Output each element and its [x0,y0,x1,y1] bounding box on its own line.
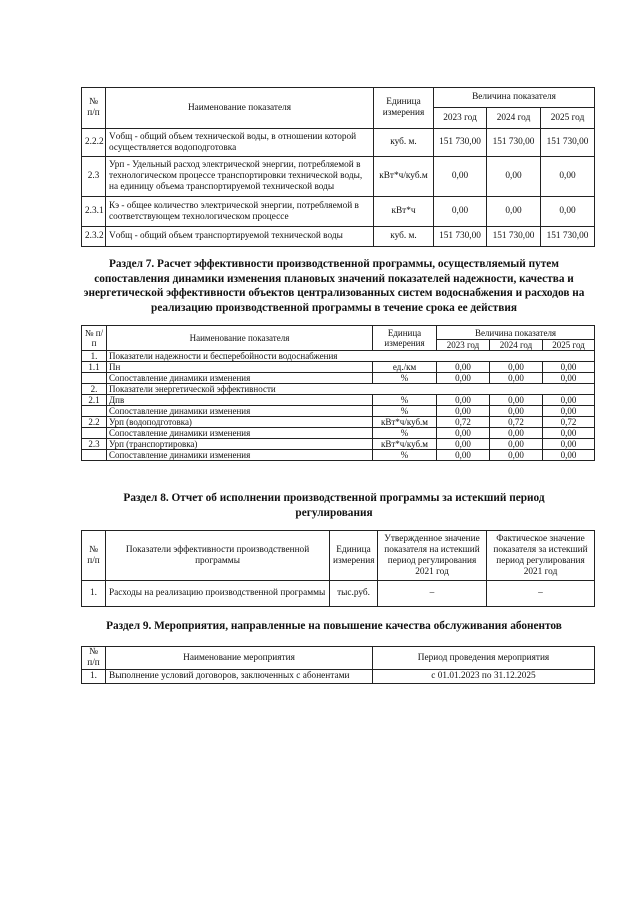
row-name: Выполнение условий договоров, заключенных с абонентами [106,670,373,684]
table-row [82,362,595,373]
row-value: 0,00 [543,395,595,406]
row-num: 1.1 [82,362,107,373]
row-value: 0,72 [490,417,543,428]
table-row [82,395,595,406]
section-7-heading: Раздел 7. Расчет эффективности производственной программы, осуществляемый путем сопоставления динамики изменения плановых значений показателей надежности, качества и энергетической эффективности объектов централизованных систем водоснабжения и расходов на реализацию производственной программы в течение срока ее действия [83,258,585,314]
row-num: 1. [82,581,106,607]
row-value: 0,72 [437,417,490,428]
header-unit: Единица измерения [374,88,434,129]
table-row [82,384,595,395]
report-table [81,530,595,607]
row-unit: куб. м. [374,227,434,247]
header-value: Величина показателя [437,326,595,340]
row-value: 0,72 [543,417,595,428]
row-num [82,450,107,461]
row-name: Сопоставление динамики изменения [107,406,373,417]
row-value: 0,00 [490,428,543,439]
row-unit: % [373,406,437,417]
row-unit: ед./км [373,362,437,373]
row-value: 0,00 [490,362,543,373]
header-year: 2024 год [487,108,541,129]
section-8-heading: Раздел 8. Отчет об исполнении производственной программы за истекший период регулирования [123,492,545,519]
row-value: 0,00 [543,406,595,417]
header-name: Наименование показателя [106,88,374,129]
row-actual: – [487,581,595,607]
row-value: 0,00 [490,450,543,461]
header-num: № п/п [82,326,107,351]
table-row [82,450,595,461]
row-num: 2.2 [82,417,107,428]
section-9-heading: Раздел 9. Мероприятия, направленные на повышение качества обслуживания абонентов [106,620,562,632]
header-year: 2025 год [543,340,595,351]
row-name: Урп (транспортировка) [107,439,373,450]
header-name: Наименование показателя [107,326,373,351]
row-value: 0,00 [487,157,541,197]
row-num [82,406,107,417]
row-name: Сопоставление динамики изменения [107,450,373,461]
row-unit: % [373,373,437,384]
row-num: 2.3.1 [82,197,106,227]
row-value: 0,00 [543,362,595,373]
table-row [82,439,595,450]
row-name: Vобщ - общий объем транспортируемой технической воды [106,227,374,247]
header-year: 2024 год [490,340,543,351]
row-name: Сопоставление динамики изменения [107,428,373,439]
row-num: 2.3.2 [82,227,106,247]
row-name: Пн [107,362,373,373]
header-num: № п/п [82,647,106,670]
row-value: 151 730,00 [541,129,595,157]
row-name: Сопоставление динамики изменения [107,373,373,384]
row-approved: – [378,581,487,607]
row-name: Vобщ - общий объем технической воды, в отношении которой осуществляется водоподготовка [106,129,374,157]
row-unit: % [373,395,437,406]
header-year: 2023 год [437,340,490,351]
row-value: 0,00 [437,395,490,406]
header-period: Период проведения мероприятия [373,647,595,670]
row-num: 2. [82,384,107,395]
row-value: 0,00 [490,406,543,417]
row-value: 0,00 [543,373,595,384]
row-value: 0,00 [487,197,541,227]
row-value: 0,00 [541,197,595,227]
row-value: 0,00 [437,428,490,439]
row-value: 0,00 [437,450,490,461]
row-unit: куб. м. [374,129,434,157]
table-row [82,373,595,384]
row-value: 0,00 [437,362,490,373]
row-unit: кВт*ч/куб.м [374,157,434,197]
row-name: Показатели надежности и бесперебойности водоснабжения [107,351,595,362]
row-num: 2.3 [82,157,106,197]
row-value: 0,00 [437,373,490,384]
header-unit: Единица измерения [330,531,378,581]
row-value: 0,00 [543,439,595,450]
row-unit: % [373,428,437,439]
row-value: 0,00 [437,439,490,450]
row-value: 0,00 [490,395,543,406]
row-num: 1. [82,670,106,684]
header-name: Наименование мероприятия [106,647,373,670]
row-value: 151 730,00 [487,227,541,247]
row-unit: кВт*ч/куб.м [373,439,437,450]
header-value: Величина показателя [434,88,595,108]
row-value: 0,00 [541,157,595,197]
row-value: 151 730,00 [434,227,487,247]
row-num: 2.1 [82,395,107,406]
header-unit: Единица измерения [373,326,437,351]
row-name: Урп (водоподготовка) [107,417,373,428]
header-approved: Утвержденное значение показателя на истекший период регулирования 2021 год [378,531,487,581]
table-row [82,197,595,227]
row-unit: кВт*ч/куб.м [373,417,437,428]
table-row [82,581,595,607]
row-name: Дпв [107,395,373,406]
row-num [82,428,107,439]
row-name: Урп - Удельный расход электрической энергии, потребляемой в технологическом процессе транспортировки технической воды, на единицу объема транспортируемой технической воды [106,157,374,197]
indicator-table-continued [81,87,595,247]
header-year: 2023 год [434,108,487,129]
row-value: 0,00 [543,428,595,439]
row-value: 0,00 [437,406,490,417]
row-num: 2.2.2 [82,129,106,157]
row-value: 151 730,00 [487,129,541,157]
header-year: 2025 год [541,108,595,129]
table-row [82,227,595,247]
measures-table [81,646,595,684]
header-num: № п/п [82,88,106,129]
efficiency-table [81,325,595,461]
row-num [82,373,107,384]
row-unit: кВт*ч [374,197,434,227]
table-row [82,670,595,684]
header-name: Показатели эффективности производственной программы [106,531,330,581]
row-value: 0,00 [543,450,595,461]
table-row [82,417,595,428]
header-actual: Фактическое значение показателя за истекший период регулирования 2021 год [487,531,595,581]
row-num: 1. [82,351,107,362]
table-row [82,406,595,417]
row-value: 151 730,00 [434,129,487,157]
row-name: Кэ - общее количество электрической энергии, потребляемой в соответствующем технологическом процессе [106,197,374,227]
row-num: 2.3 [82,439,107,450]
row-unit: тыс.руб. [330,581,378,607]
row-name: Показатели энергетической эффективности [107,384,595,395]
row-value: 0,00 [434,197,487,227]
row-value: 0,00 [490,439,543,450]
table-row [82,129,595,157]
row-value: 0,00 [434,157,487,197]
row-value: 0,00 [490,373,543,384]
row-value: 151 730,00 [541,227,595,247]
table-row [82,351,595,362]
table-row [82,157,595,197]
table-row [82,428,595,439]
row-name: Расходы на реализацию производственной программы [106,581,330,607]
row-period: с 01.01.2023 по 31.12.2025 [373,670,595,684]
header-num: № п/п [82,531,106,581]
row-unit: % [373,450,437,461]
